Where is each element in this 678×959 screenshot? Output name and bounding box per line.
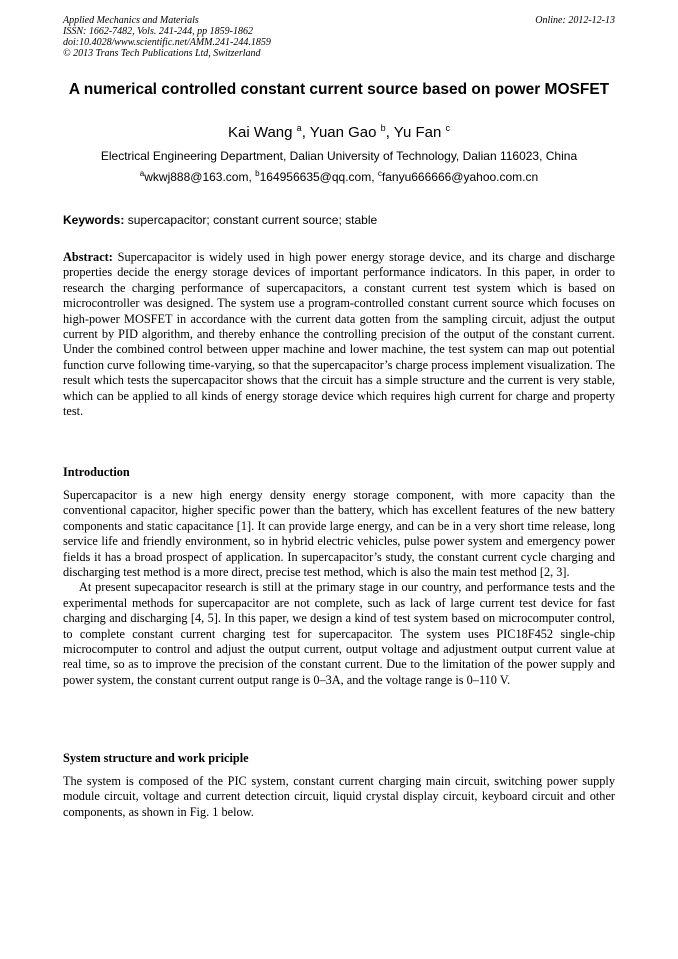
author-list xyxy=(63,124,615,142)
introduction-body xyxy=(63,488,615,688)
author-separator: , xyxy=(385,124,394,141)
system-body xyxy=(63,774,615,820)
keywords xyxy=(63,213,615,228)
email-list xyxy=(63,170,615,185)
email-separator: , xyxy=(248,170,256,184)
email-link[interactable]: 164956635@qq.com xyxy=(259,170,372,184)
affiliation: Electrical Engineering Department, Dalian University of Technology, Dalian 116023, China xyxy=(100,149,578,163)
introduction-paragraph-1: Supercapacitor is a new high energy density energy storage component, with more capacity than the conventional capacitor, higher specific power than the battery, which has excellent features of the new battery components and static capacitance [1]. It can provide large energy, and can be in a very short time release, long service life and friendly environment, so in hybrid electric vehicles, pulse power system and emergency power fields it has a broad prospect of application. In supercapacitor’s study, the constant current cycle charging and discharging test method is a more direct, precise test method, which is also the main test method [2, 3]. xyxy=(63,488,615,580)
email-separator: , xyxy=(371,170,378,184)
abstract-text: Supercapacitor is widely used in high power energy storage device, and its charge and discharge properties decide the energy storage devices of important performance indicators. In this paper, in order to research the charging performance of supercapacitors, a constant current test system which is based on microcontroller was designed. The system use a program-controlled constant current source which focuses on high-power MOSFET in accordance with the current data gotten from the sampling circuit, adjust the output current by PID algorithm, and thereby enhance the controlling precision of the output of the constant current. Under the combined control between upper machine and lower machine, the test system can map out potential function curve following time-varying, so that the supercapacitor’s charge process implement visualization. The result which tests the supercapacitor shows that the circuit has a simple structure and the current is very stable, which can be applied to all kinds of energy storage device which requires high current for charge and property test. xyxy=(63,250,616,419)
author-mark: a xyxy=(296,123,302,133)
system-paragraph-1: The system is composed of the PIC system, constant current charging main circuit, switching power supply module circuit, voltage and current detection circuit, liquid crystal display circuit, keyboard circuit and other components, as shown in Fig. 1 below. xyxy=(63,774,615,819)
author-mark: c xyxy=(445,123,450,133)
author-mark: b xyxy=(380,123,386,133)
email-mark: b xyxy=(255,169,260,178)
email-link[interactable]: wkwj888@163.com xyxy=(144,170,249,184)
paper-title: A numerical controlled constant current source based on power MOSFET xyxy=(68,81,610,98)
issn-line: ISSN: 1662-7482, Vols. 241-244, pp 1859-1862 xyxy=(63,26,253,37)
introduction-heading: Introduction xyxy=(63,465,130,479)
keywords-text: supercapacitor; constant current source; stable xyxy=(127,213,378,227)
online-date: Online: 2012-12-13 xyxy=(535,15,615,26)
copyright-line: © 2013 Trans Tech Publications Ltd, Switzerland xyxy=(63,48,261,59)
email-link[interactable]: fanyu666666@yahoo.com.cn xyxy=(381,170,539,184)
abstract-label: Abstract: xyxy=(63,250,113,264)
introduction-paragraph-2: At present supecapacitor research is still at the primary stage in our country, and performance tests and the experimental methods for supercapacitor are not complete, such as lack of large current test device for fast charging and discharging [4, 5]. In this paper, we design a kind of test system based on microcomputer control, to complete constant current charging test for supercapacitor. The system uses PIC18F452 single-chip microcomputer to control and adjust the output current, output voltage and adjustment output current value at real time, so as to improve the precision of the constant current. Due to the limitation of the power supply and power system, the constant current output range is 0–3A, and the voltage range is 0–110 V. xyxy=(63,580,615,687)
email-mark: a xyxy=(139,169,145,178)
author-name: Yu Fan xyxy=(393,124,442,141)
journal-header xyxy=(63,15,615,59)
system-heading: System structure and work priciple xyxy=(63,751,249,765)
abstract xyxy=(63,250,615,419)
email-mark: c xyxy=(377,169,382,178)
doi-line[interactable]: doi:10.4028/www.scientific.net/AMM.241-244.1859 xyxy=(63,37,271,48)
journal-name: Applied Mechanics and Materials xyxy=(63,15,199,26)
keywords-label: Keywords: xyxy=(63,213,125,227)
author-separator: , xyxy=(301,124,310,141)
author-name: Yuan Gao xyxy=(309,124,377,141)
author-name: Kai Wang xyxy=(228,124,293,141)
